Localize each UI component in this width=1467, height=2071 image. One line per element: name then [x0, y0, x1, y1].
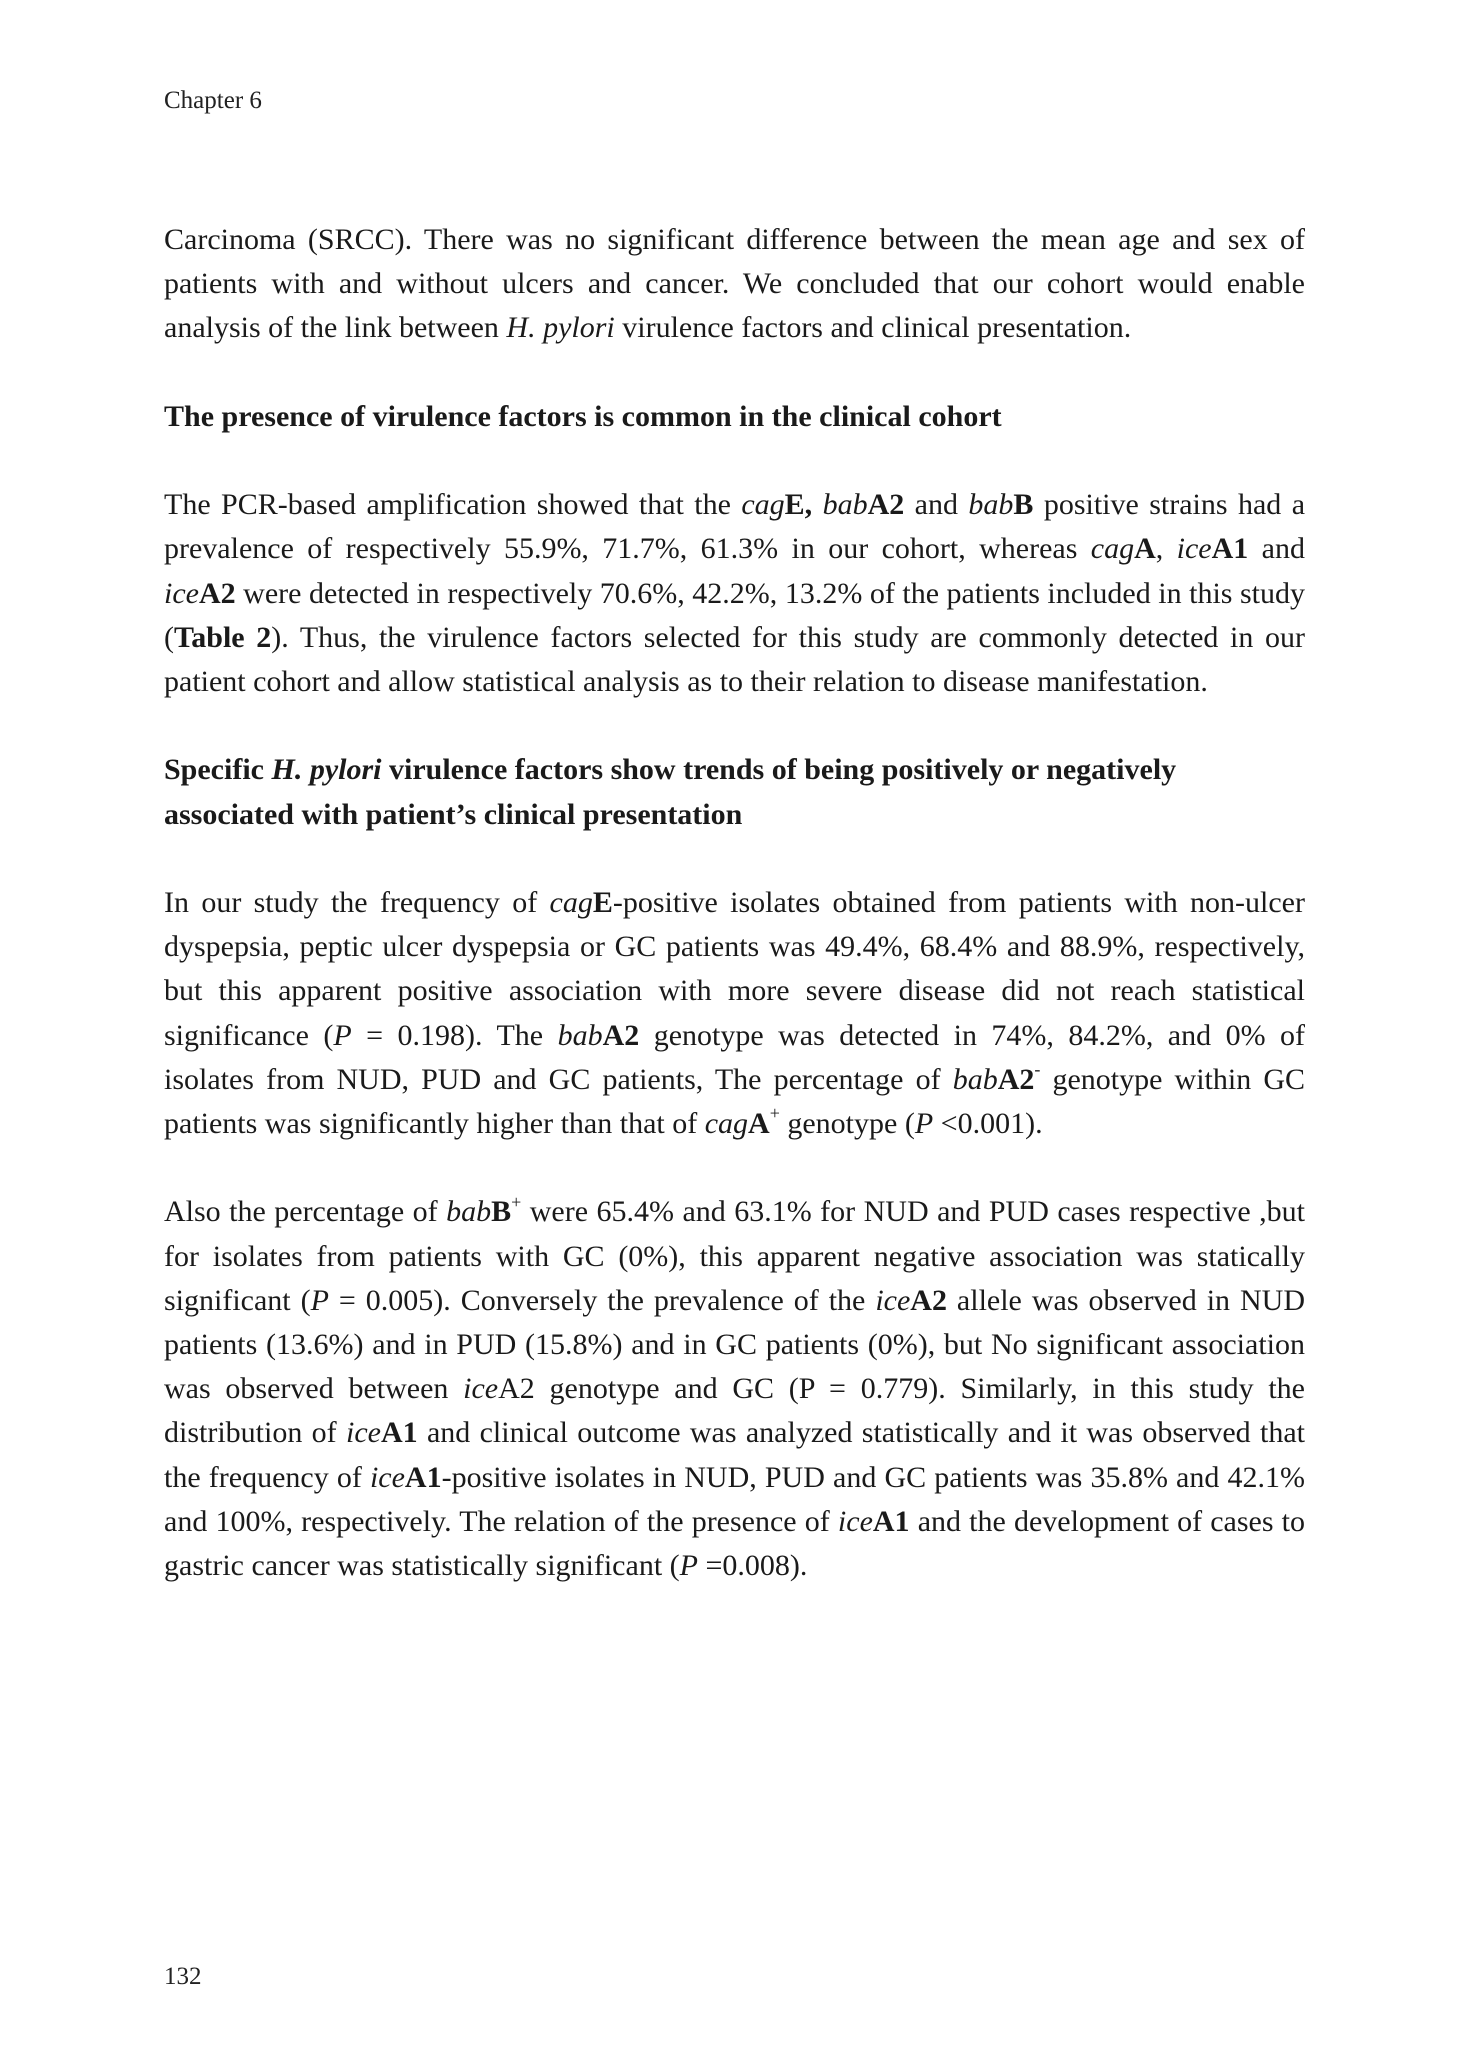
text-run: and clinical outcome was analyzed statistically and it was observed that the frequency of	[164, 1416, 1305, 1494]
styled-text: H. pylori	[506, 311, 615, 345]
text-run: Carcinoma (SRCC). There was no significant difference between the mean age and sex of patients with and without ulcers and cancer. We concluded that our cohort would enable analysis of the link between	[164, 223, 1305, 345]
styled-text: P	[679, 1549, 698, 1583]
styled-text: A1	[1211, 532, 1249, 566]
styled-text: bab	[446, 1195, 492, 1229]
styled-text: A	[1134, 532, 1156, 566]
styled-text: bab	[822, 488, 868, 522]
paragraph-cohort-summary	[164, 218, 1305, 351]
styled-text: cag	[704, 1107, 749, 1140]
superscript: -	[1034, 1059, 1041, 1080]
section-heading-associations	[164, 748, 1305, 836]
text-run: allele was observed in NUD patients (13.6%) and in PUD (15.8%) and in GC patients (0%), but No significant association was observed between	[164, 1283, 1305, 1406]
superscript: +	[769, 1103, 780, 1124]
styled-text: E	[592, 885, 613, 919]
styled-text: ice	[346, 1416, 381, 1450]
styled-text: cag	[1090, 532, 1135, 566]
styled-text: cag	[549, 885, 593, 919]
styled-text: B	[491, 1195, 512, 1229]
styled-text: P	[333, 1018, 352, 1052]
text-run: = 0.198). The	[351, 1018, 558, 1052]
styled-text: P	[310, 1283, 329, 1317]
text-run: -positive isolates obtained from patients with non-ulcer dyspepsia, peptic ulcer dyspepsia or GC patients was 49.4%, 68.4% and 88.9%, respectively, but this apparent positive association with more severe disease did not reach statistical significance (	[164, 885, 1305, 1052]
styled-text: A2	[997, 1062, 1035, 1096]
text-run: genotype within GC patients was significantly higher than that of	[164, 1062, 1305, 1140]
styled-text: ice	[837, 1504, 873, 1538]
section-heading-prevalence	[164, 395, 1305, 439]
styled-text: P	[914, 1107, 934, 1140]
text-run: were detected in respectively 70.6%, 42.2%, 13.2% of the patients included in this study (	[164, 576, 1305, 654]
styled-text: B	[1013, 488, 1034, 522]
text-run: The presence of virulence factors is common in the clinical cohort	[164, 399, 1002, 433]
text-run: Specific	[164, 753, 272, 787]
styled-text: bab	[968, 488, 1014, 522]
text-run: virulence factors and clinical presentation.	[614, 311, 1132, 345]
text-run: positive strains had a prevalence of respectively 55.9%, 71.7%, 61.3% in our cohort, whereas	[164, 488, 1306, 566]
styled-text: A2	[867, 488, 905, 522]
text-run: = 0.005). Conversely the prevalence of the	[328, 1283, 876, 1317]
superscript: +	[511, 1191, 522, 1212]
text-run: virulence factors show trends of being positively or negatively associated with patient’s clinical presentation	[164, 753, 1177, 831]
styled-text: H. pylori	[271, 753, 382, 787]
text-run: =0.008).	[697, 1549, 808, 1583]
styled-text: Table 2	[174, 620, 272, 654]
styled-text: A1	[872, 1504, 910, 1538]
spacer	[164, 351, 1305, 395]
styled-text: bab	[952, 1062, 998, 1096]
text-run: genotype was detected in 74%, 84.2%, and 0% of isolates from NUD, PUD and GC patients, The percentage of	[164, 1018, 1306, 1096]
page-number: 132	[164, 1963, 202, 1990]
text-run: The PCR-based amplification showed that the	[164, 488, 742, 522]
paragraph-babb-icea	[164, 1190, 1305, 1588]
paragraph-prevalence	[164, 483, 1305, 704]
text-run: -positive isolates in NUD, PUD and GC patients was 35.8% and 42.1% and 100%, respectively. The relation of the presence of	[164, 1460, 1305, 1538]
text-run: were 65.4% and 63.1% for NUD and PUD cases respective ,but for isolates from patients with GC (0%), this apparent negative association was statically significant (	[164, 1195, 1306, 1317]
text-run: and	[1248, 532, 1305, 566]
text-run: and the development of cases to gastric cancer was statistically significant (	[164, 1504, 1305, 1583]
paragraph-cage-baba2	[164, 881, 1305, 1146]
body-text	[164, 218, 1305, 1588]
running-head: Chapter 6	[164, 87, 262, 114]
spacer	[164, 837, 1305, 881]
text-run: <0.001).	[933, 1107, 1043, 1140]
styled-text: A1	[404, 1460, 442, 1494]
styled-text: A	[748, 1107, 770, 1140]
text-run: In our study the frequency of	[164, 885, 550, 919]
text-run: ). Thus, the virulence factors selected for this study are commonly detected in our patient cohort and allow statistical analysis as to their relation to disease manifestation.	[164, 620, 1305, 698]
styled-text: ice	[1176, 532, 1212, 566]
text-run: and	[904, 488, 969, 522]
spacer	[164, 439, 1305, 483]
text-run: Also the percentage of	[164, 1195, 447, 1229]
styled-text: ice	[164, 576, 199, 610]
styled-text: cag	[741, 488, 785, 522]
text-run: A2 genotype and GC (P = 0.779). Similarly, in this study the distribution of	[164, 1372, 1305, 1450]
text-run: ,	[1155, 532, 1177, 566]
styled-text: E,	[784, 488, 813, 522]
styled-text: ice	[369, 1460, 405, 1494]
text-run	[812, 488, 822, 521]
spacer	[164, 704, 1305, 748]
styled-text: A2	[602, 1018, 640, 1052]
spacer	[164, 1146, 1305, 1190]
styled-text: bab	[557, 1018, 603, 1052]
styled-text: A1	[380, 1416, 418, 1450]
styled-text: ice	[463, 1372, 499, 1406]
text-run: genotype (	[779, 1107, 915, 1140]
styled-text: A2	[198, 576, 236, 610]
styled-text: A2	[910, 1283, 947, 1317]
styled-text: ice	[875, 1283, 911, 1317]
